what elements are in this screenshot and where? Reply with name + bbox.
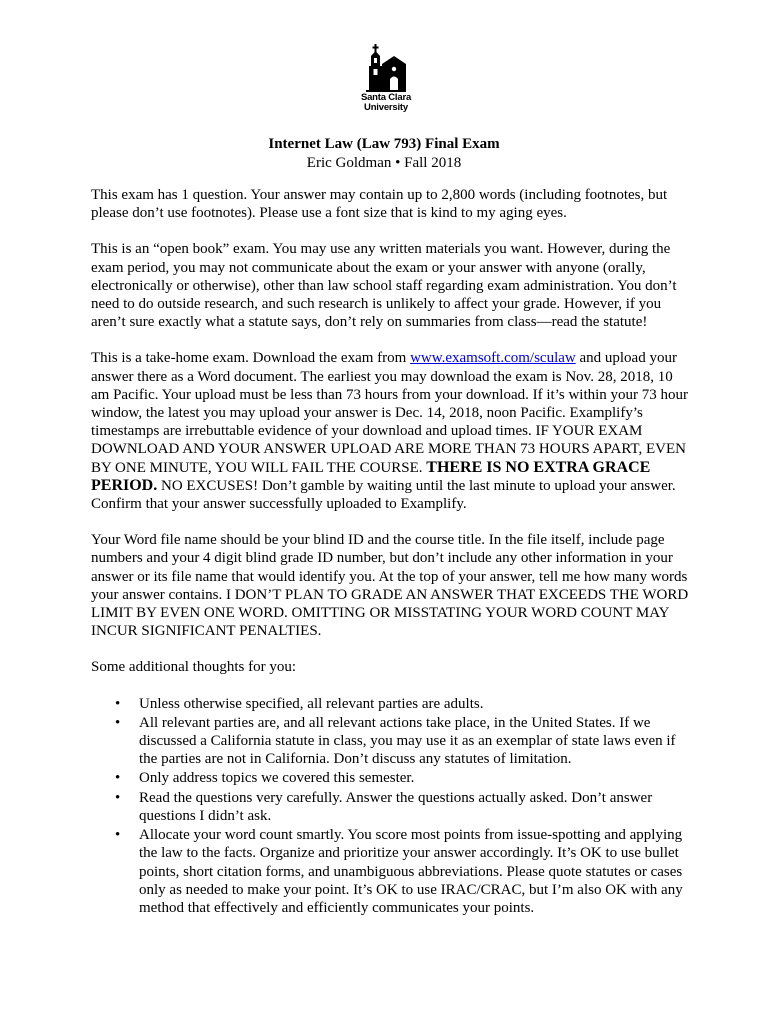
list-item	[91, 769, 691, 787]
paragraph-word-limit: This exam has 1 question. Your answer may contain up to 2,800 words (including footnotes, but please don’t use footnotes). Please use a font size that is kind to my aging eyes.	[91, 187, 668, 222]
logo-text	[351, 93, 421, 113]
list-item	[91, 789, 691, 825]
take-home-text-1: This is a take-home exam. Download the exam from	[91, 350, 411, 367]
university-logo	[351, 44, 421, 113]
thoughts-list	[91, 695, 691, 917]
paragraph-file-name: Your Word file name should be your blind ID and the course title. In the file itself, include page numbers and your 4 digit blind grade ID number, but don’t include any other information in your answer or its file name that would identify you. At the top of your answer, tell me how many words your answer contains. I DON’T PLAN TO GRADE AN ANSWER THAT EXCEEDS THE WORD LIMIT BY EVEN ONE WORD. OMITTING OR MISSTATING YOUR WORD COUNT MAY INCUR SIGNIFICANT PENALTIES.	[91, 532, 689, 640]
bullet-icon: •	[115, 770, 121, 787]
paragraph-open-book: This is an “open book” exam. You may use any written materials you want. However, during the exam period, you may not communicate about the exam or your answer with anyone (orally, electronically or otherwise), other than law school staff regarding exam administration. You don’t need to do outside research, and such research is unlikely to affect your grade. However, if you aren’t sure exactly what a statute says, don’t rely on summaries from class—read the statute!	[91, 241, 677, 331]
list-item-text: All relevant parties are, and all relevant actions take place, in the United States. If we discussed a California statute in class, you may use it as an exemplar of state laws even if the parties are not in California. Don’t discuss any statutes of limitation.	[139, 714, 676, 768]
exam-header	[0, 135, 768, 173]
take-home-text-3: NO EXCUSES! Don’t gamble by waiting until the last minute to upload your answer. Confirm that your answer successfully uploaded to Examplify.	[91, 477, 676, 513]
exam-subtitle: Eric Goldman • Fall 2018	[306, 155, 462, 171]
bullet-icon: •	[115, 827, 121, 844]
paragraph-take-home	[91, 349, 691, 513]
examsoft-link[interactable]: www.examsoft.com/sculaw	[410, 350, 576, 367]
list-item	[91, 695, 691, 713]
take-home-text-2: and upload your answer there as a Word document. The earliest you may download the exam is Nov. 28, 2018, 10 am Pacific. Your upload must be less than 73 hours from your download. If it’s within your 73 hour window, the latest you may upload your answer is Dec. 14, 2018, noon Pacific. Examplify’s timestamps are irrebuttable evidence of your download and upload times. IF YOUR EXAM DOWNLOAD AND YOUR ANSWER UPLOAD ARE MORE THAN 73 HOURS APART, EVEN BY ONE MINUTE, YOU WILL FAIL THE COURSE.	[91, 350, 689, 476]
list-item-text: Allocate your word count smartly. You score most points from issue-spotting and applying the law to the facts. Organize and prioritize your answer accordingly. It’s OK to use bullet points, short citation forms, and unambiguous abbreviations. Please quote statutes or cases only as needed to make your point. It’s OK to use IRAC/CRAC, but I’m also OK with any method that effectively and efficiently communicates your points.	[139, 827, 683, 916]
grace-period-warning: THERE IS NO EXTRA GRACE PERIOD.	[91, 458, 651, 494]
mission-church-icon	[366, 44, 406, 92]
list-item-text: Unless otherwise specified, all relevant parties are adults.	[139, 695, 484, 712]
exam-title: Internet Law (Law 793) Final Exam	[268, 136, 500, 152]
logo-line-2: University	[364, 102, 408, 113]
bullet-icon: •	[115, 789, 121, 806]
list-item	[91, 714, 691, 769]
list-item-text: Only address topics we covered this semester.	[139, 770, 415, 787]
bullet-icon: •	[115, 714, 121, 731]
logo-line-1: Santa Clara	[360, 92, 412, 103]
bullet-icon: •	[115, 695, 121, 712]
list-item-text: Read the questions very carefully. Answer the questions actually asked. Don’t answer questions I didn’t ask.	[139, 789, 653, 824]
exam-instructions	[91, 186, 691, 918]
paragraph-additional-thoughts: Some additional thoughts for you:	[91, 659, 296, 676]
list-item	[91, 826, 691, 917]
